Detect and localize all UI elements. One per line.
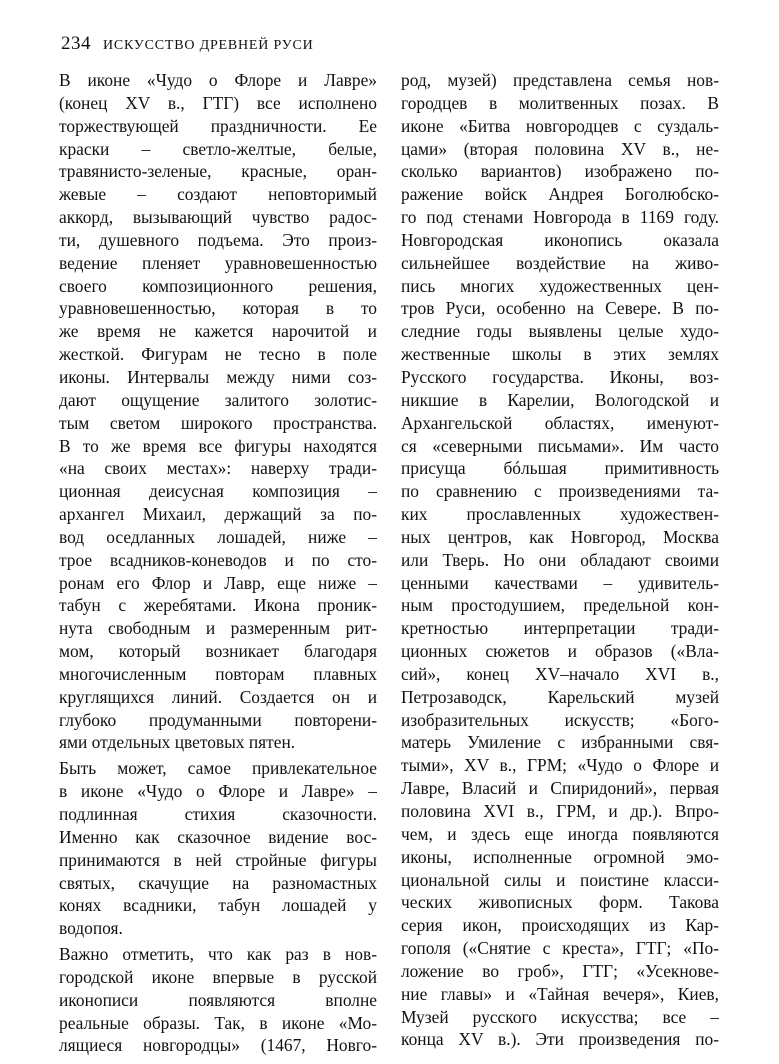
text-line: ние главы» и «Тайная вечеря», Киев, xyxy=(401,983,719,1004)
text-line: сильнейшее воздействие на живо- xyxy=(401,252,719,273)
text-line: аккорд, вызывающий чувство радос- xyxy=(59,207,377,228)
text-line: Новгородская иконопись оказала xyxy=(401,229,719,250)
text-line: ти, душевного подъема. Это произ- xyxy=(59,229,377,250)
text-line: тым светом широкого пространства. xyxy=(59,412,377,433)
text-line: подлинная стихия сказочности. xyxy=(59,804,377,824)
text-line: ных центров, как Новгород, Москва xyxy=(401,526,719,547)
text-line: следние годы выявлены целые худо- xyxy=(401,321,719,342)
text-line: ционных сюжетов и образов («Вла- xyxy=(401,641,719,662)
left-column-paragraph xyxy=(59,943,377,1057)
text-line: циональной силы и поистине класси- xyxy=(401,869,719,890)
text-line: ложение во гроб», ГТГ; «Усекнове- xyxy=(401,960,719,981)
text-line: своего композиционного решения, xyxy=(59,275,377,296)
text-line: (конец XV в., ГТГ) все исполнено xyxy=(59,92,377,113)
text-line: святых, скачущие на разномастных xyxy=(59,872,377,893)
text-line: ценными качествами – удивитель- xyxy=(401,572,719,593)
text-line: серия икон, происходящих из Кар- xyxy=(401,915,719,936)
text-line: табун с жеребятами. Икона проник- xyxy=(59,595,377,616)
left-column-paragraph xyxy=(59,757,377,940)
text-line: чем, и здесь еще иногда появляются xyxy=(401,823,719,844)
text-line: городской иконе впервые в русской xyxy=(59,966,377,987)
text-line: изобразительных искусств; «Бого- xyxy=(401,709,719,730)
text-line: Петрозаводск, Карельский музей xyxy=(401,686,719,707)
text-line: иконы, исполненные огромной эмо- xyxy=(401,846,719,867)
text-line: по сравнению с произведениями та- xyxy=(401,481,719,502)
text-line: сий», конец XV–начало XVI в., xyxy=(401,663,719,684)
right-text-column xyxy=(401,69,719,1051)
text-line: принимаются в ней стройные фигуры xyxy=(59,849,377,870)
text-line: круглящихся линий. Создается он и xyxy=(59,686,377,707)
running-head xyxy=(61,33,314,57)
text-line: тров Руси, особенно на Севере. В по- xyxy=(401,298,719,319)
text-line: род, музей) представлена семья нов- xyxy=(401,70,719,90)
text-line: ся «северными письмами». Им часто xyxy=(401,435,719,456)
right-column-paragraph xyxy=(401,69,719,1051)
text-line: ких прославленных художествен- xyxy=(401,504,719,525)
text-line: Именно как сказочное видение вос- xyxy=(59,826,377,847)
text-line: Русского государства. Иконы, воз- xyxy=(401,366,719,387)
text-line: водопоя. xyxy=(59,918,123,939)
text-line: дают ощущение залитого золотис- xyxy=(59,389,377,410)
text-line: мом, который возникает благодаря xyxy=(59,641,377,662)
text-line: го под стенами Новгорода в 1169 году. xyxy=(401,207,719,228)
text-line: половина XVI в., ГРМ, и др.). Впро- xyxy=(401,801,719,821)
text-line: ведение пленяет уравновешенностью xyxy=(59,252,377,273)
text-line: кретностью интерпретации тради- xyxy=(401,618,719,639)
text-line: нута свободным и размеренным рит- xyxy=(59,618,377,639)
text-line: иконе «Битва новгородцев с суздаль- xyxy=(401,115,719,136)
text-line: Важно отметить, что как раз в нов- xyxy=(59,944,377,965)
text-line: гополя («Снятие с креста», ГТГ; «По- xyxy=(401,938,719,959)
page-number: 234 xyxy=(61,33,91,54)
left-column-paragraph xyxy=(59,69,377,754)
text-line: конях всадники, табун лошадей у xyxy=(59,895,377,916)
section-title: ИСКУССТВО ДРЕВНЕЙ РУСИ xyxy=(103,38,314,53)
text-line: конца XV в.). Эти произведения по- xyxy=(401,1029,719,1050)
text-line: тыми», XV в., ГРМ; «Чудо о Флоре и xyxy=(401,755,719,776)
text-line: ронам его Флор и Лавр, еще ниже – xyxy=(59,572,377,593)
text-line: «на своих местах»: наверху тради- xyxy=(59,458,377,479)
text-line: В то же время все фигуры находятся xyxy=(59,435,377,456)
text-line: вод оседланных лошадей, ниже – xyxy=(59,526,377,547)
text-line: иконописи появляются вполне xyxy=(59,989,377,1010)
text-line: пись многих художественных цен- xyxy=(401,275,719,296)
text-line: уравновешенностью, которая в то xyxy=(59,298,377,319)
text-line: цами» (вторая половина XV в., не- xyxy=(401,138,719,159)
text-line: жесткой. Фигурам не тесно в поле xyxy=(59,344,377,365)
text-line: травянисто-зеленые, красные, оран- xyxy=(59,161,377,182)
text-line: жевые – создают неповторимый xyxy=(59,184,377,205)
text-line: Лавре, Власий и Спиридоний», первая xyxy=(401,778,719,799)
text-line: краски – светло-желтые, белые, xyxy=(59,138,377,159)
text-line: реальные образы. Так, в иконе «Мо- xyxy=(59,1012,377,1033)
left-text-column xyxy=(59,69,377,1057)
text-line: многочисленным повторам плавных xyxy=(59,663,377,684)
text-line: ным простодушием, предельной кон- xyxy=(401,595,719,616)
text-line: матерь Умиление с избранными свя- xyxy=(401,732,719,753)
text-line: никшие в Карелии, Вологодской и xyxy=(401,389,719,410)
text-line: сколько вариантов) изображено по- xyxy=(401,161,719,182)
text-line: же время не кажется нарочитой и xyxy=(59,321,377,342)
text-line: глубоко продуманными повторени- xyxy=(59,709,377,730)
text-line: лящиеся новгородцы» (1467, Новго- xyxy=(59,1035,377,1056)
text-line: присуща бóльшая примитивность xyxy=(401,458,719,479)
text-line: торжествующей праздничности. Ее xyxy=(59,115,377,136)
text-line: жественные школы в этих землях xyxy=(401,344,719,365)
text-line: иконы. Интервалы между ними соз- xyxy=(59,366,377,387)
text-line: Архангельской областях, именуют- xyxy=(401,412,719,433)
text-line: ческих живописных форм. Такова xyxy=(401,892,719,913)
text-line: Быть может, самое привлекательное xyxy=(59,758,377,779)
text-line: трое всадников-коневодов и по сто- xyxy=(59,549,377,570)
text-line: ями отдельных цветовых пятен. xyxy=(59,732,296,753)
text-line: ражение войск Андрея Боголюбско- xyxy=(401,184,719,205)
text-line: городцев в молитвенных позах. В xyxy=(401,92,719,113)
text-line: или Тверь. Но они обладают своими xyxy=(401,549,719,570)
text-line: Музей русского искусства; все – xyxy=(401,1006,719,1027)
text-line: В иконе «Чудо о Флоре и Лавре» xyxy=(59,70,377,90)
text-line: архангел Михаил, держащий за по- xyxy=(59,504,377,525)
text-line: в иконе «Чудо о Флоре и Лавре» – xyxy=(59,781,377,802)
text-line: ционная деисусная композиция – xyxy=(59,481,377,502)
